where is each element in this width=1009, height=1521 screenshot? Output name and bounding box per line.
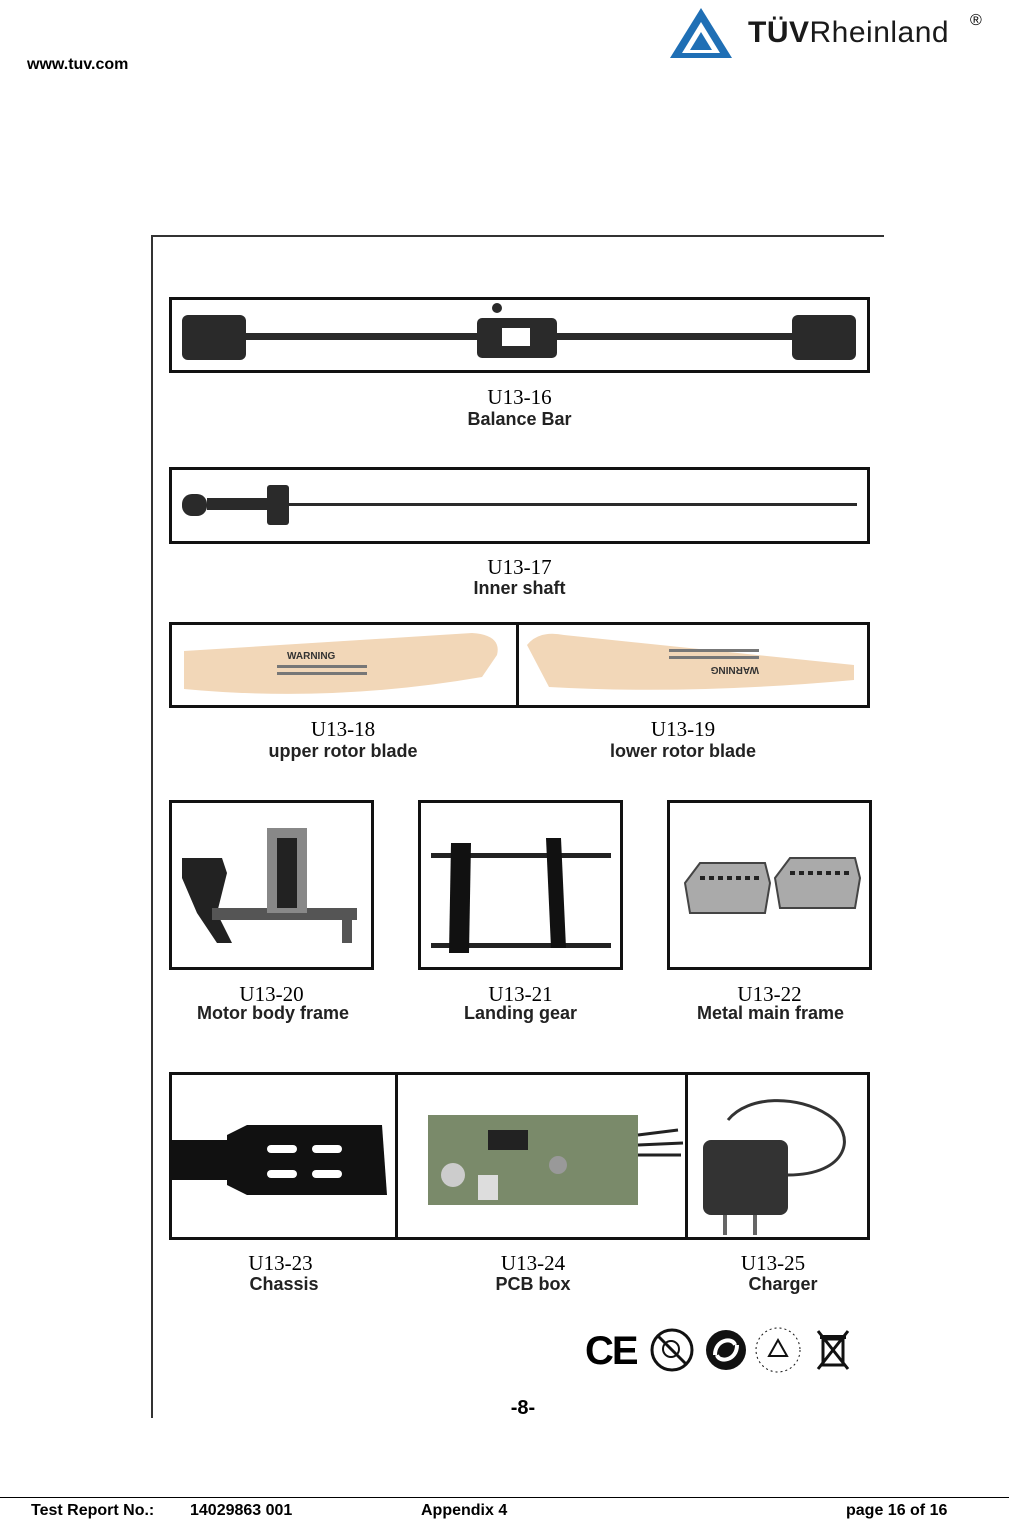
logo-wordmark: TÜVRheinland [748,16,950,49]
part-code: U13-16 [487,385,552,409]
balance-bar-image [169,297,870,373]
green-dot-icon [703,1327,749,1373]
landing-gear-image [418,800,623,970]
part-name: Chassis [249,1274,319,1294]
report-number-label: Test Report No.: [31,1502,155,1519]
page-indicator: page 16 of 16 [846,1502,948,1519]
part-name: Charger [748,1274,818,1294]
part-code: U13-20 [239,982,304,1006]
charger-image [688,1075,868,1237]
bottom-parts-panel [169,1072,870,1240]
motor-body-frame-image [169,800,374,970]
part-name: Metal main frame [696,1003,845,1023]
manual-page [151,235,884,1418]
please-recycle-icon [753,1325,803,1375]
upper-rotor-blade-image [169,622,519,708]
part-name: lower rotor blade [609,741,757,761]
part-name: Balance Bar [467,409,572,429]
inner-shaft-image [169,467,870,544]
tuv-rheinland-logo [668,6,988,60]
appendix-label: Appendix 4 [421,1502,508,1519]
part-name: Inner shaft [473,578,566,598]
part-name: PCB box [495,1274,571,1294]
part-code: U13-17 [487,555,552,579]
part-code: U13-22 [737,982,802,1006]
footer-divider [0,1497,1009,1498]
part-code: U13-24 [500,1251,566,1275]
manual-page-number: -8- [510,1397,536,1419]
ce-mark: CE [585,1329,637,1373]
pcb-box-image [398,1075,685,1237]
report-number: 14029863 001 [190,1502,293,1519]
part-name: Landing gear [463,1003,577,1023]
part-code: U13-25 [740,1251,806,1275]
weee-bin-icon [815,1327,851,1373]
chassis-image [172,1075,395,1237]
site-url[interactable]: www.tuv.com [27,56,129,73]
part-code: U13-21 [488,982,553,1006]
registered-mark: ® [970,12,982,29]
triangle-logo-icon [668,6,734,60]
part-code: U13-18 [310,717,376,741]
no-small-parts-icon [649,1327,695,1373]
warning-label: WARNING [287,651,336,662]
part-code: U13-19 [650,717,716,741]
metal-main-frame-image [667,800,872,970]
warning-label: WARNING [710,664,759,675]
part-name: Motor body frame [196,1003,349,1023]
part-code: U13-23 [248,1251,313,1275]
lower-rotor-blade-image [516,622,870,708]
part-name: upper rotor blade [268,741,418,761]
